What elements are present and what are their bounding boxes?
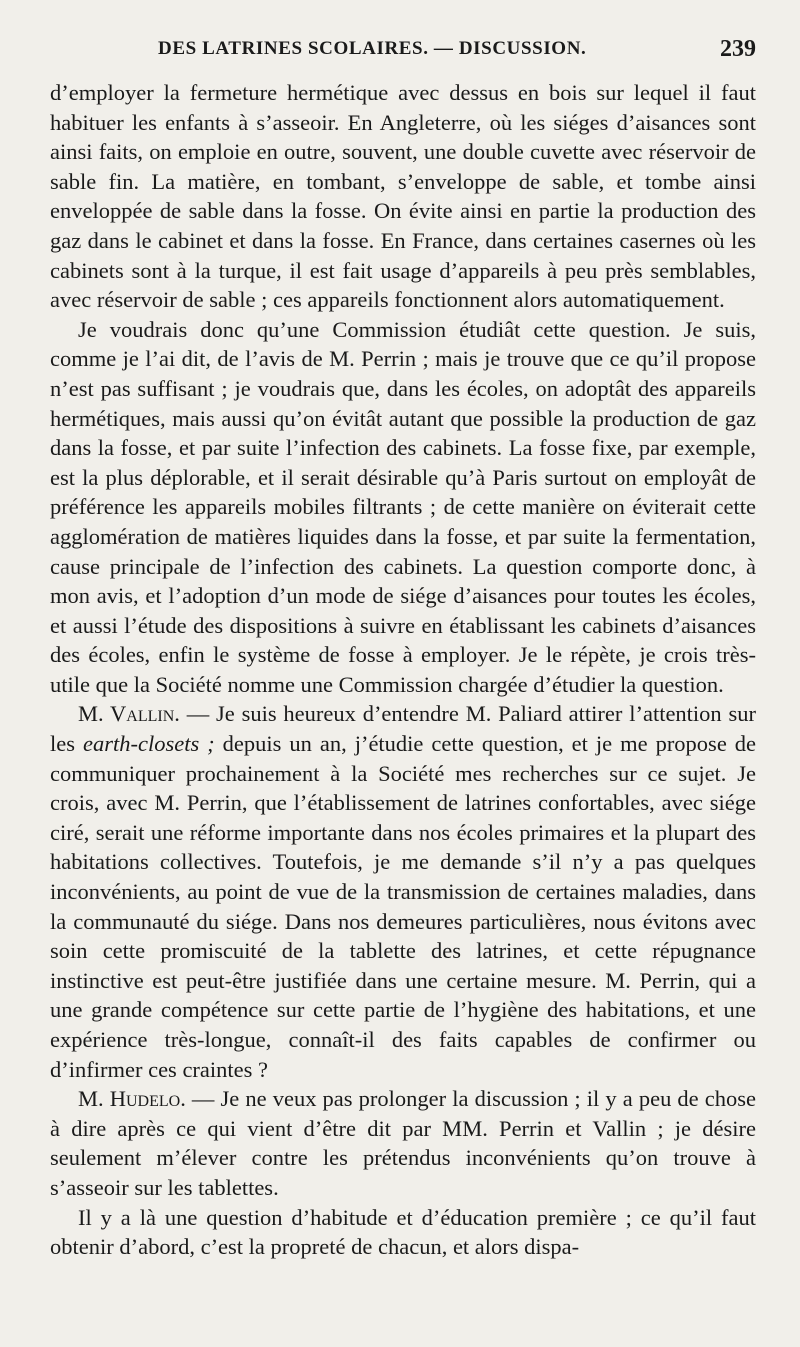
speaker-name: M. Vallin. <box>78 701 180 727</box>
paragraph-commission: Je voudrais donc qu’une Commission étudiât cette question. Je suis, comme je l’ai dit, de l’avis de M. Perrin ; mais je trouve que ce qu’il propose n’est pas suffisant ; je voudrais que, dans les écoles, on adoptât des appareils hermétiques, mais aussi qu’on évitât autant que possible la production de gaz dans la fosse, et par suite l’infection des cabinets. La fosse fixe, par exemple, est la plus déplorable, et il serait désirable qu’à Paris surtout on employât de préférence les appareils mobiles filtrants ; de cette manière on éviterait cette agglomération de matières liquides dans la fosse, et par suite la fermentation, cause principale de l’infection des cabinets. La question comporte donc, à mon avis, et l’adoption d’un mode de siége d’aisances pour toutes les écoles, et aussi l’étude des dispositions à suivre en établissant les cabinets d’aisances des écoles, enfin le système de fosse à employer. Je le répète, je crois très-utile que la Société nomme une Commission chargée d’étudier la question. <box>50 316 756 697</box>
running-header <box>50 36 756 76</box>
paragraph-text: — Je ne veux pas prolonger la discussion ; il y a peu de chose à dire après ce qui vient d’être dit par MM. Perrin et Vallin ; je désire seulement m’élever contre les prétendus inconvénients qu’on trouve à s’asseoir sur les tablettes. <box>50 1086 757 1200</box>
paragraph-habitude: Il y a là une question d’habitude et d’éducation première ; ce qu’il faut obtenir d’abord, c’est la propreté de chacun, et alors dispa- <box>50 1204 756 1260</box>
paragraph-continuation: d’employer la fermeture hermétique avec dessus en bois sur lequel il faut habituer les enfants à s’asseoir. En Angleterre, où les siéges d’aisances sont ainsi faits, on emploie en outre, souvent, une double cuvette avec réservoir de sable fin. La matière, en tombant, s’enveloppe de sable, et tombe ainsi enveloppée de sable dans la fosse. On évite ainsi en partie la production des gaz dans le cabinet et dans la fosse. En France, dans certaines casernes où les cabinets sont à la turque, il est fait usage d’appareils à peu près semblables, avec réservoir de sable ; ces appareils fonctionnent alors automatiquement. <box>50 80 756 313</box>
paragraph-vallin <box>50 699 756 1084</box>
italic-term: earth-closets ; <box>82 731 215 757</box>
body-text <box>50 78 756 1262</box>
paragraph-hudelo <box>50 1084 756 1202</box>
speaker-name: M. Hudelo. <box>78 1086 186 1112</box>
page-number: 239 <box>720 36 756 62</box>
paragraph-text: — Je suis heureux d’entendre M. Paliard attirer l’attention sur les <box>50 701 756 757</box>
paragraph-text: depuis un an, j’étudie cette question, et je me propose de communiquer prochainement à la Société mes recherches sur ce sujet. Je crois, avec M. Perrin, que l’établissement de latrines confortables, avec siége ciré, serait une réforme importante dans nos écoles primaires et la plupart des habitations collectives. Toutefois, je me demande s’il n’y a pas quelques inconvénients, au point de vue de la transmission de certaines maladies, dans la communauté du siége. Dans nos demeures particulières, nous évitons avec soin cette promiscuité de la tablette des latrines, et cette répugnance instinctive est peut-être justifiée dans une certaine mesure. M. Perrin, qui a une grande compétence sur cette partie de l’hygiène des habitations, et une expérience très-longue, connaît-il des faits capables de confirmer ou d’infirmer ces craintes ? <box>50 731 757 1082</box>
running-title: DES LATRINES SCOLAIRES. — DISCUSSION. <box>158 38 587 59</box>
